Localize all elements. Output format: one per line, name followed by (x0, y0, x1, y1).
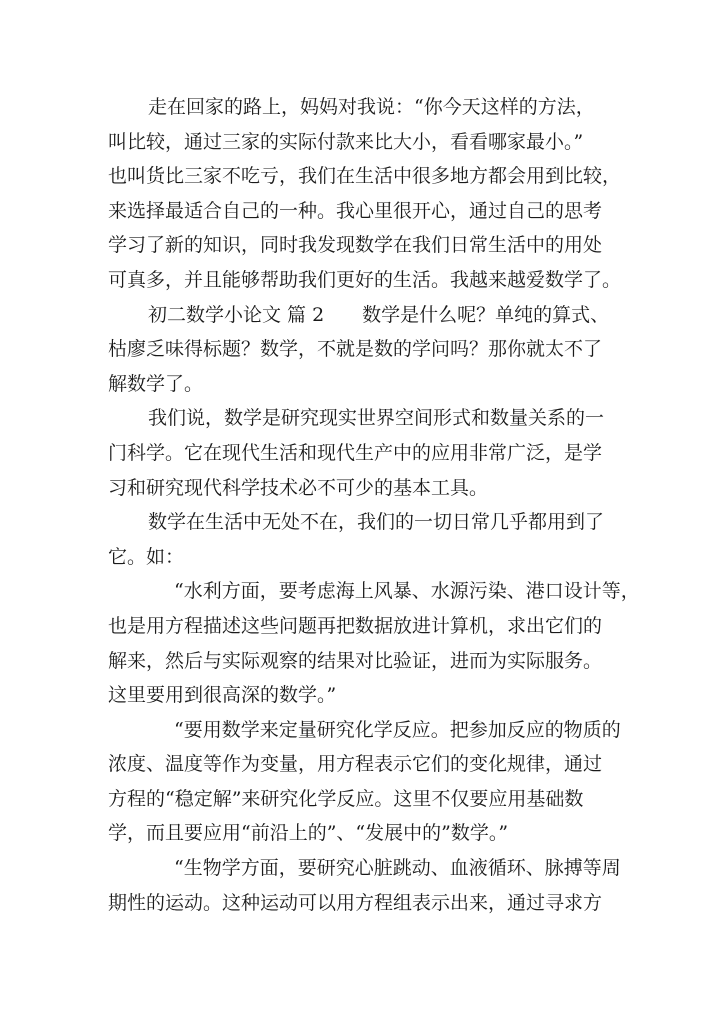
text-line: “要用数学来定量研究化学反应。把参加反应的物质的 (174, 718, 621, 741)
text-line: 数学在生活中无处不在，我们的一切日常几乎都用到了 (148, 511, 605, 534)
text-line: 我们说，数学是研究现实世界空间形式和数量关系的一 (148, 407, 605, 430)
text-line: 走在回家的路上，妈妈对我说：“你今天这样的方法， (148, 96, 595, 118)
text-line: 叫比较，通过三家的实际付款来比大小，看看哪家最小。” (108, 130, 584, 153)
text-line: “生物学方面，要研究心脏跳动、血液循环、脉搏等周 (174, 857, 621, 880)
text-line: 期性的运动。这种运动可以用方程组表示出来，通过寻求方 (108, 891, 603, 914)
text-line: 浓度、温度等作为变量，用方程表示它们的变化规律，通过 (108, 753, 603, 776)
text-line: 也叫货比三家不吃亏，我们在生活中很多地方都会用到比较， (108, 165, 622, 188)
text-line: 它。如： (108, 545, 185, 568)
text-line: 学习了新的知识，同时我发现数学在我们日常生活中的用处 (108, 234, 603, 257)
text-line: 这里要用到很高深的数学。” (108, 684, 337, 707)
text-line: “水利方面，要考虑海上风暴、水源污染、港口设计等， (174, 580, 640, 603)
text-line: 解来，然后与实际观察的结果对比验证，进而为实际服务。 (108, 649, 603, 672)
text-line: 数学是什么呢？单纯的算式、 (362, 303, 610, 326)
text-line: 枯廖乏味得标题？数学，不就是数的学问吗？那你就太不了 (108, 338, 603, 361)
section-heading: 初二数学小论文 篇 2 (148, 303, 325, 326)
text-line: 方程的“稳定解”来研究化学反应。这里不仅要应用基础数 (108, 787, 584, 810)
text-line: 解数学了。 (108, 372, 204, 395)
text-line: 门科学。它在现代生活和现代生产中的应用非常广泛，是学 (108, 441, 603, 464)
text-line: 习和研究现代科学技术必不可少的基本工具。 (108, 476, 489, 499)
text-line: 也是用方程描述这些问题再把数据放进计算机，求出它们的 (108, 614, 603, 637)
text-line: 来选择最适合自己的一种。我心里很开心，通过自己的思考 (108, 199, 603, 222)
text-line: 学，而且要应用“前沿上的”、“发展中的”数学。” (108, 822, 509, 845)
article-body (108, 90, 638, 920)
text-line: 可真多，并且能够帮助我们更好的生活。我越来越爱数学了。 (108, 268, 622, 291)
section-heading-line (108, 298, 638, 333)
